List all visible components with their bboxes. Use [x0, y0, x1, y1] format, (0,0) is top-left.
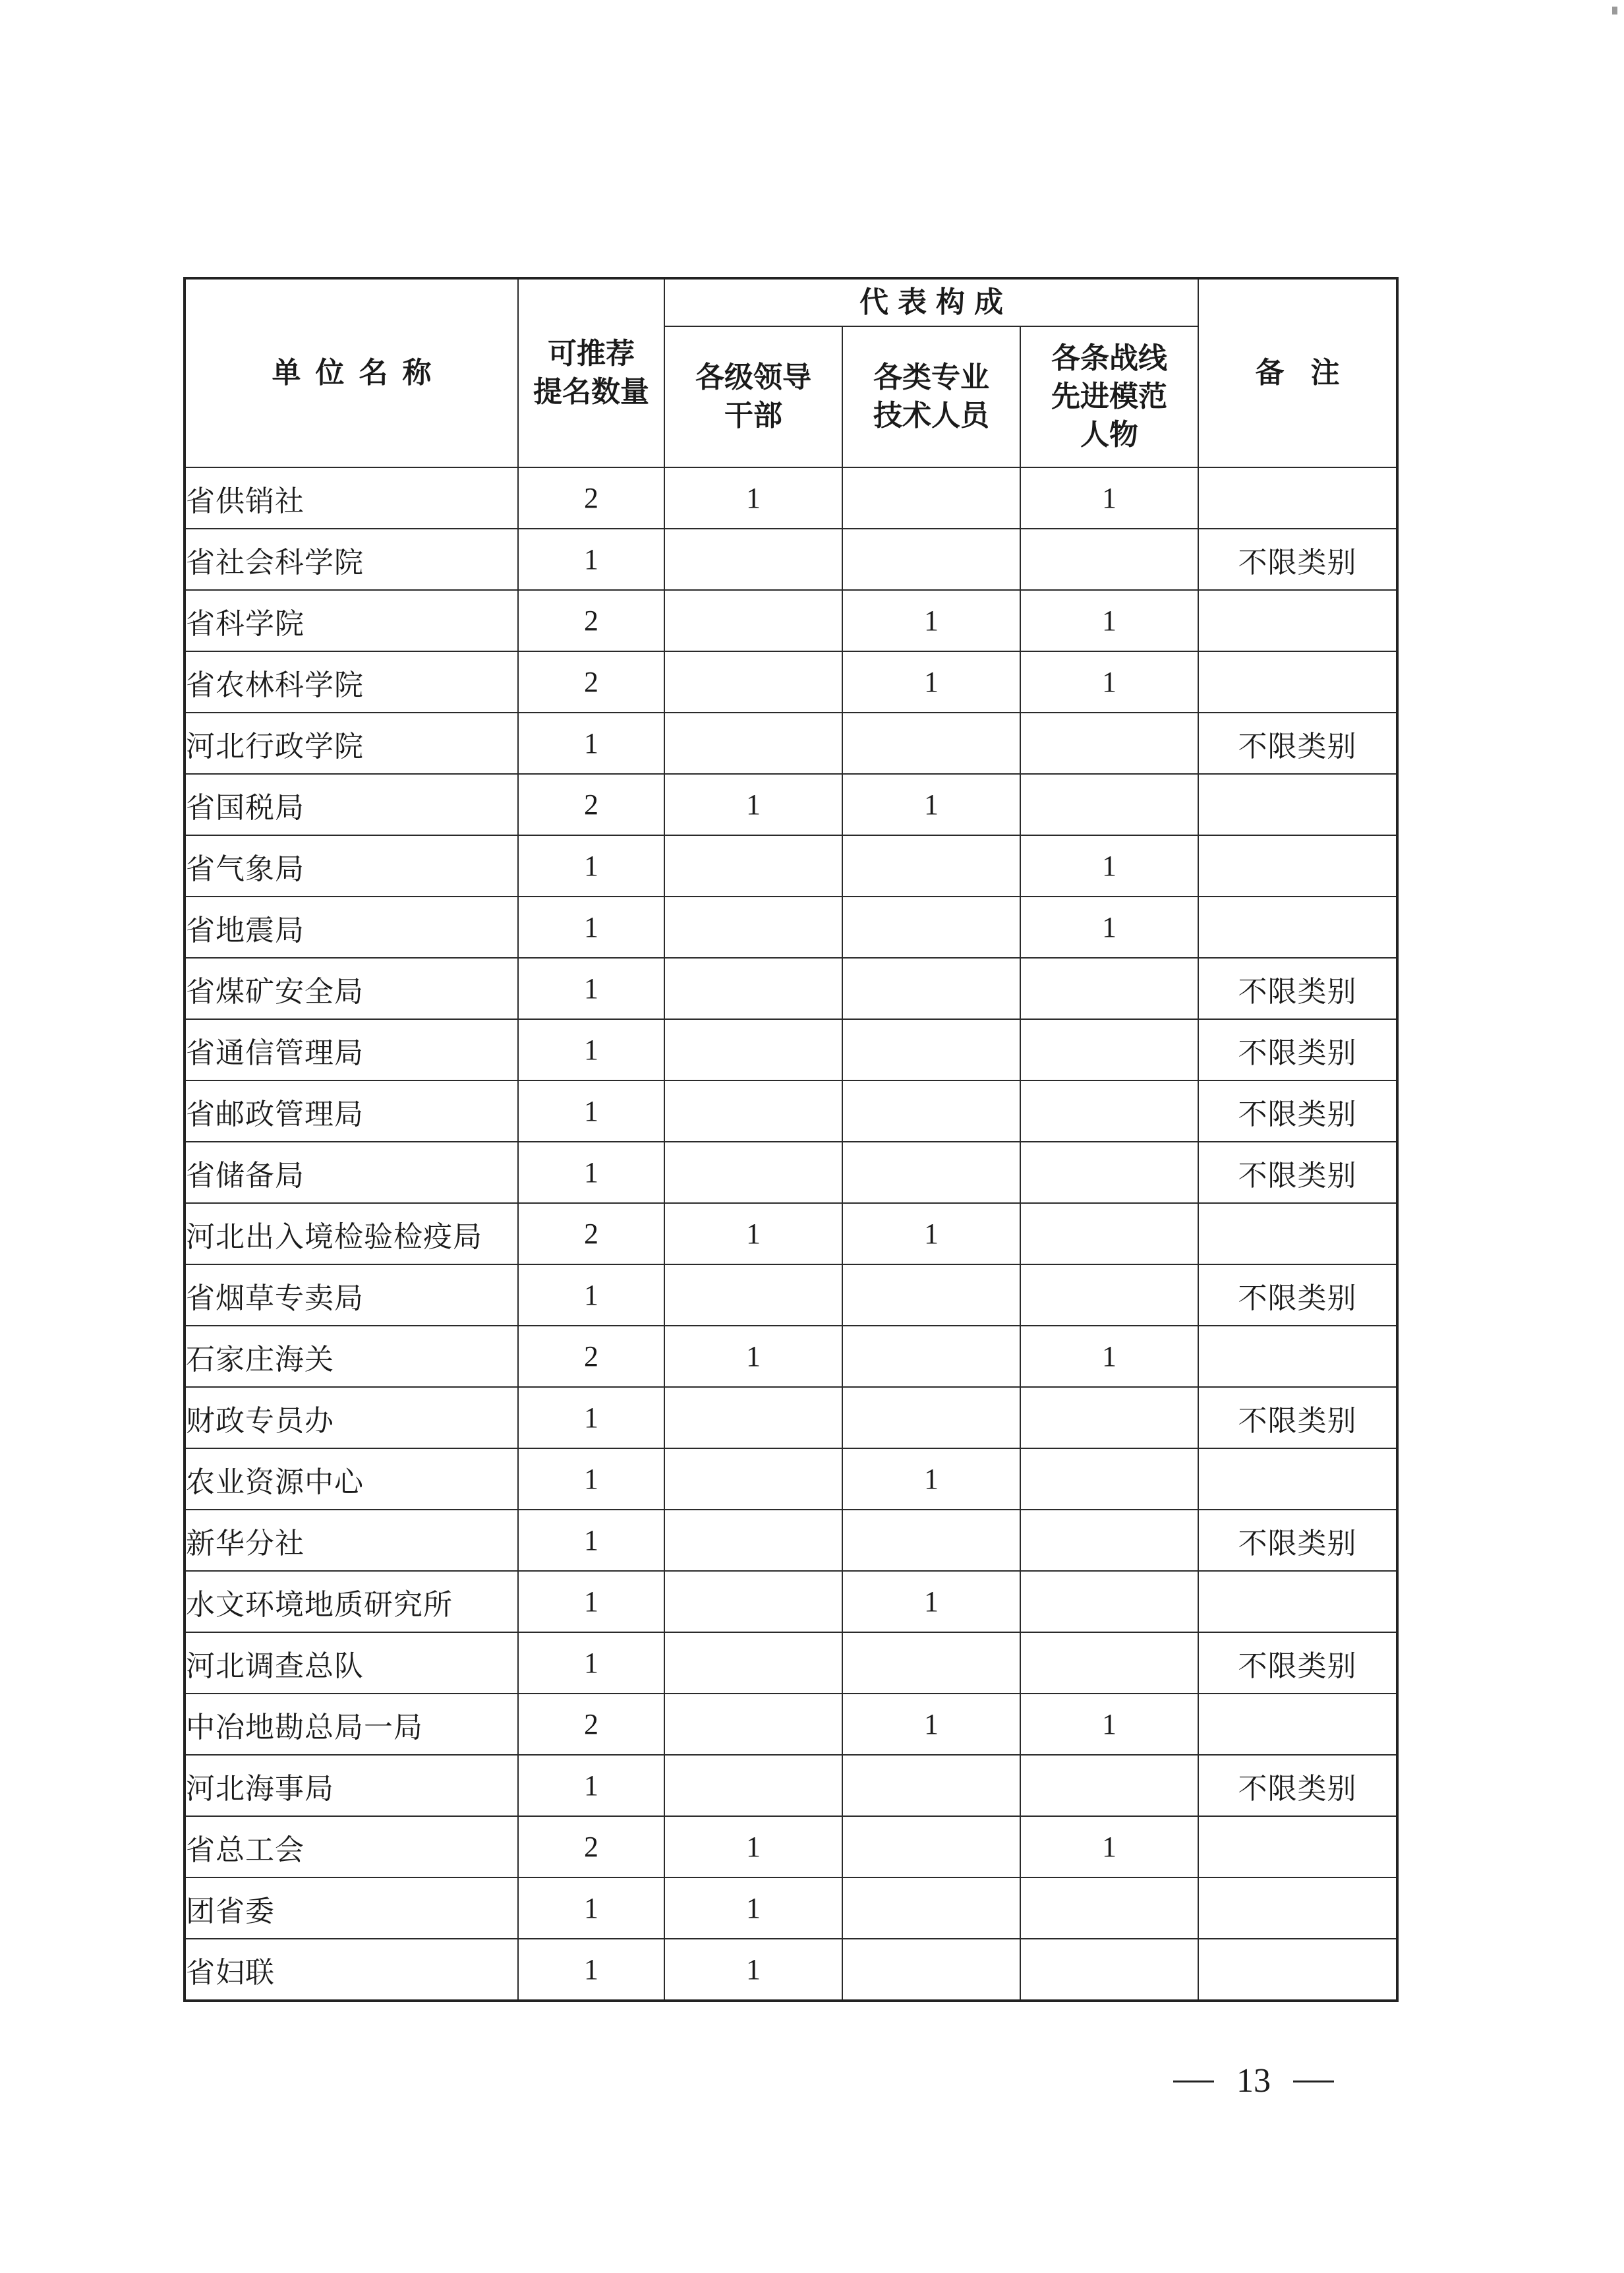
cell-unit-name: 省地震局: [185, 897, 518, 958]
cell-leading-cadres: [664, 1448, 842, 1510]
cell-quota: 1: [518, 1080, 664, 1142]
cell-note: [1198, 1694, 1397, 1755]
cell-note: 不限类别: [1198, 1264, 1397, 1326]
cell-quota: 1: [518, 1387, 664, 1448]
page-number-dash-right: [1293, 2081, 1334, 2082]
cell-unit-name: 财政专员办: [185, 1387, 518, 1448]
page-number: [1173, 2060, 1334, 2102]
cell-technical-staff: [842, 1755, 1020, 1816]
cell-leading-cadres: [664, 713, 842, 774]
cell-technical-staff: [842, 1632, 1020, 1694]
cell-quota: 1: [518, 1939, 664, 2001]
cell-leading-cadres: [664, 1142, 842, 1203]
cell-unit-name: 省总工会: [185, 1816, 518, 1877]
cell-leading-cadres: [664, 1019, 842, 1080]
cell-model-workers: [1020, 1632, 1198, 1694]
header-quota-line2: 提名数量: [533, 375, 649, 409]
cell-leading-cadres: [664, 1264, 842, 1326]
cell-note: 不限类别: [1198, 1142, 1397, 1203]
cell-quota: 1: [518, 1571, 664, 1632]
cell-note: 不限类别: [1198, 1755, 1397, 1816]
cell-unit-name: 团省委: [185, 1877, 518, 1939]
table-row: [185, 1816, 1397, 1877]
table-row: [185, 529, 1397, 590]
cell-model-workers: [1020, 713, 1198, 774]
cell-leading-cadres: 1: [664, 1326, 842, 1387]
cell-quota: 1: [518, 1877, 664, 1939]
cell-unit-name: 省妇联: [185, 1939, 518, 2001]
cell-note: [1198, 590, 1397, 651]
cell-model-workers: [1020, 1142, 1198, 1203]
cell-model-workers: 1: [1020, 590, 1198, 651]
cell-technical-staff: 1: [842, 1571, 1020, 1632]
table-row: [185, 1755, 1397, 1816]
cell-leading-cadres: [664, 529, 842, 590]
cell-note: [1198, 467, 1397, 529]
table-row: [185, 1877, 1397, 1939]
cell-leading-cadres: 1: [664, 1877, 842, 1939]
header-model-workers: 各条战线 先进模范 人物: [1020, 326, 1198, 467]
cell-technical-staff: [842, 1877, 1020, 1939]
cell-technical-staff: [842, 1326, 1020, 1387]
cell-model-workers: [1020, 1019, 1198, 1080]
cell-model-workers: [1020, 529, 1198, 590]
cell-technical-staff: [842, 1080, 1020, 1142]
cell-model-workers: 1: [1020, 467, 1198, 529]
cell-quota: 2: [518, 651, 664, 713]
cell-model-workers: [1020, 1755, 1198, 1816]
cell-model-workers: [1020, 1264, 1198, 1326]
cell-note: 不限类别: [1198, 1632, 1397, 1694]
table-row: [185, 1694, 1397, 1755]
header-unit-name: 单位名称: [185, 278, 518, 467]
cell-quota: 1: [518, 1755, 664, 1816]
header-representative-composition: 代表构成: [664, 278, 1198, 326]
cell-technical-staff: [842, 1019, 1020, 1080]
cell-unit-name: 省通信管理局: [185, 1019, 518, 1080]
cell-leading-cadres: [664, 897, 842, 958]
cell-model-workers: [1020, 1387, 1198, 1448]
table-row: [185, 1080, 1397, 1142]
cell-model-workers: 1: [1020, 1694, 1198, 1755]
cell-technical-staff: [842, 1142, 1020, 1203]
cell-unit-name: 中冶地勘总局一局: [185, 1694, 518, 1755]
cell-technical-staff: [842, 1264, 1020, 1326]
cell-quota: 2: [518, 1203, 664, 1264]
table-row: [185, 467, 1397, 529]
cell-note: [1198, 1571, 1397, 1632]
cell-leading-cadres: [664, 1694, 842, 1755]
page-number-text: 13: [1236, 2062, 1271, 2100]
table-row: [185, 1203, 1397, 1264]
cell-technical-staff: [842, 1387, 1020, 1448]
cell-unit-name: 河北出入境检验检疫局: [185, 1203, 518, 1264]
cell-note: 不限类别: [1198, 1510, 1397, 1571]
cell-unit-name: 省社会科学院: [185, 529, 518, 590]
table-row: [185, 897, 1397, 958]
cell-quota: 2: [518, 1694, 664, 1755]
cell-leading-cadres: [664, 651, 842, 713]
cell-leading-cadres: [664, 1510, 842, 1571]
cell-unit-name: 省煤矿安全局: [185, 958, 518, 1019]
cell-technical-staff: 1: [842, 1203, 1020, 1264]
cell-quota: 1: [518, 1632, 664, 1694]
table-row: [185, 1326, 1397, 1387]
cell-technical-staff: 1: [842, 651, 1020, 713]
cell-quota: 2: [518, 590, 664, 651]
table-body: [185, 467, 1397, 2001]
cell-model-workers: 1: [1020, 1816, 1198, 1877]
cell-unit-name: 河北调查总队: [185, 1632, 518, 1694]
cell-note: 不限类别: [1198, 958, 1397, 1019]
cell-leading-cadres: [664, 958, 842, 1019]
cell-quota: 1: [518, 713, 664, 774]
table-row: [185, 958, 1397, 1019]
cell-leading-cadres: 1: [664, 1203, 842, 1264]
table-row: [185, 651, 1397, 713]
table-row: [185, 1632, 1397, 1694]
cell-leading-cadres: [664, 1571, 842, 1632]
cell-unit-name: 省供销社: [185, 467, 518, 529]
header-leading-cadres: 各级领导 干部: [664, 326, 842, 467]
cell-leading-cadres: [664, 835, 842, 897]
cell-unit-name: 省气象局: [185, 835, 518, 897]
cell-unit-name: 省烟草专卖局: [185, 1264, 518, 1326]
cell-technical-staff: 1: [842, 1694, 1020, 1755]
cell-unit-name: 水文环境地质研究所: [185, 1571, 518, 1632]
table-row: [185, 713, 1397, 774]
header-note: 备注: [1198, 278, 1397, 467]
cell-leading-cadres: [664, 1755, 842, 1816]
cell-note: [1198, 1326, 1397, 1387]
cell-leading-cadres: [664, 590, 842, 651]
cell-technical-staff: [842, 1816, 1020, 1877]
cell-unit-name: 石家庄海关: [185, 1326, 518, 1387]
cell-model-workers: [1020, 1877, 1198, 1939]
cell-model-workers: 1: [1020, 651, 1198, 713]
cell-quota: 1: [518, 529, 664, 590]
cell-note: [1198, 1203, 1397, 1264]
header-quota: [518, 278, 664, 467]
cell-note: 不限类别: [1198, 713, 1397, 774]
cell-quota: 1: [518, 1264, 664, 1326]
cell-leading-cadres: 1: [664, 774, 842, 835]
cell-note: [1198, 1448, 1397, 1510]
cell-note: [1198, 897, 1397, 958]
table-row: [185, 1448, 1397, 1510]
cell-unit-name: 省邮政管理局: [185, 1080, 518, 1142]
cell-unit-name: 农业资源中心: [185, 1448, 518, 1510]
cell-unit-name: 省储备局: [185, 1142, 518, 1203]
cell-unit-name: 省国税局: [185, 774, 518, 835]
cell-quota: 1: [518, 1019, 664, 1080]
cell-unit-name: 河北行政学院: [185, 713, 518, 774]
cell-technical-staff: [842, 835, 1020, 897]
cell-quota: 2: [518, 774, 664, 835]
table-row: [185, 1264, 1397, 1326]
cell-technical-staff: [842, 1510, 1020, 1571]
cell-technical-staff: [842, 958, 1020, 1019]
cell-model-workers: 1: [1020, 835, 1198, 897]
cell-model-workers: [1020, 1571, 1198, 1632]
table-row: [185, 1510, 1397, 1571]
cell-technical-staff: 1: [842, 1448, 1020, 1510]
table-row: [185, 1571, 1397, 1632]
table-row: [185, 835, 1397, 897]
cell-quota: 1: [518, 1510, 664, 1571]
cell-model-workers: 1: [1020, 897, 1198, 958]
header-quota-line1: 可推荐: [548, 337, 635, 370]
cell-quota: 1: [518, 897, 664, 958]
table-row: [185, 774, 1397, 835]
cell-model-workers: [1020, 1510, 1198, 1571]
cell-quota: 2: [518, 1816, 664, 1877]
cell-technical-staff: [842, 713, 1020, 774]
table-row: [185, 1142, 1397, 1203]
table-row: [185, 1019, 1397, 1080]
cell-model-workers: [1020, 1939, 1198, 2001]
cell-unit-name: 新华分社: [185, 1510, 518, 1571]
cell-model-workers: [1020, 1448, 1198, 1510]
cell-note: [1198, 651, 1397, 713]
cell-technical-staff: [842, 1939, 1020, 2001]
scan-mark: [1612, 7, 1617, 15]
cell-model-workers: 1: [1020, 1326, 1198, 1387]
table-row: [185, 1939, 1397, 2001]
table-row: [185, 590, 1397, 651]
cell-note: 不限类别: [1198, 1080, 1397, 1142]
header-technical-staff: 各类专业 技术人员: [842, 326, 1020, 467]
cell-technical-staff: [842, 467, 1020, 529]
cell-note: 不限类别: [1198, 529, 1397, 590]
cell-note: 不限类别: [1198, 1387, 1397, 1448]
cell-note: [1198, 1877, 1397, 1939]
cell-leading-cadres: [664, 1080, 842, 1142]
cell-leading-cadres: [664, 1632, 842, 1694]
page-number-dash-left: [1173, 2081, 1214, 2082]
cell-technical-staff: 1: [842, 590, 1020, 651]
cell-note: 不限类别: [1198, 1019, 1397, 1080]
cell-model-workers: [1020, 774, 1198, 835]
cell-model-workers: [1020, 958, 1198, 1019]
quota-table: [183, 277, 1399, 2002]
cell-quota: 1: [518, 835, 664, 897]
cell-model-workers: [1020, 1203, 1198, 1264]
table-header: [185, 278, 1397, 467]
cell-unit-name: 河北海事局: [185, 1755, 518, 1816]
cell-leading-cadres: 1: [664, 1939, 842, 2001]
cell-note: [1198, 1939, 1397, 2001]
cell-technical-staff: [842, 529, 1020, 590]
cell-leading-cadres: 1: [664, 467, 842, 529]
cell-quota: 1: [518, 1448, 664, 1510]
cell-leading-cadres: 1: [664, 1816, 842, 1877]
cell-quota: 2: [518, 1326, 664, 1387]
cell-quota: 1: [518, 958, 664, 1019]
cell-quota: 2: [518, 467, 664, 529]
cell-quota: 1: [518, 1142, 664, 1203]
cell-model-workers: [1020, 1080, 1198, 1142]
cell-technical-staff: 1: [842, 774, 1020, 835]
cell-unit-name: 省科学院: [185, 590, 518, 651]
cell-leading-cadres: [664, 1387, 842, 1448]
cell-unit-name: 省农林科学院: [185, 651, 518, 713]
cell-note: [1198, 774, 1397, 835]
cell-technical-staff: [842, 897, 1020, 958]
cell-note: [1198, 1816, 1397, 1877]
table-row: [185, 1387, 1397, 1448]
cell-note: [1198, 835, 1397, 897]
